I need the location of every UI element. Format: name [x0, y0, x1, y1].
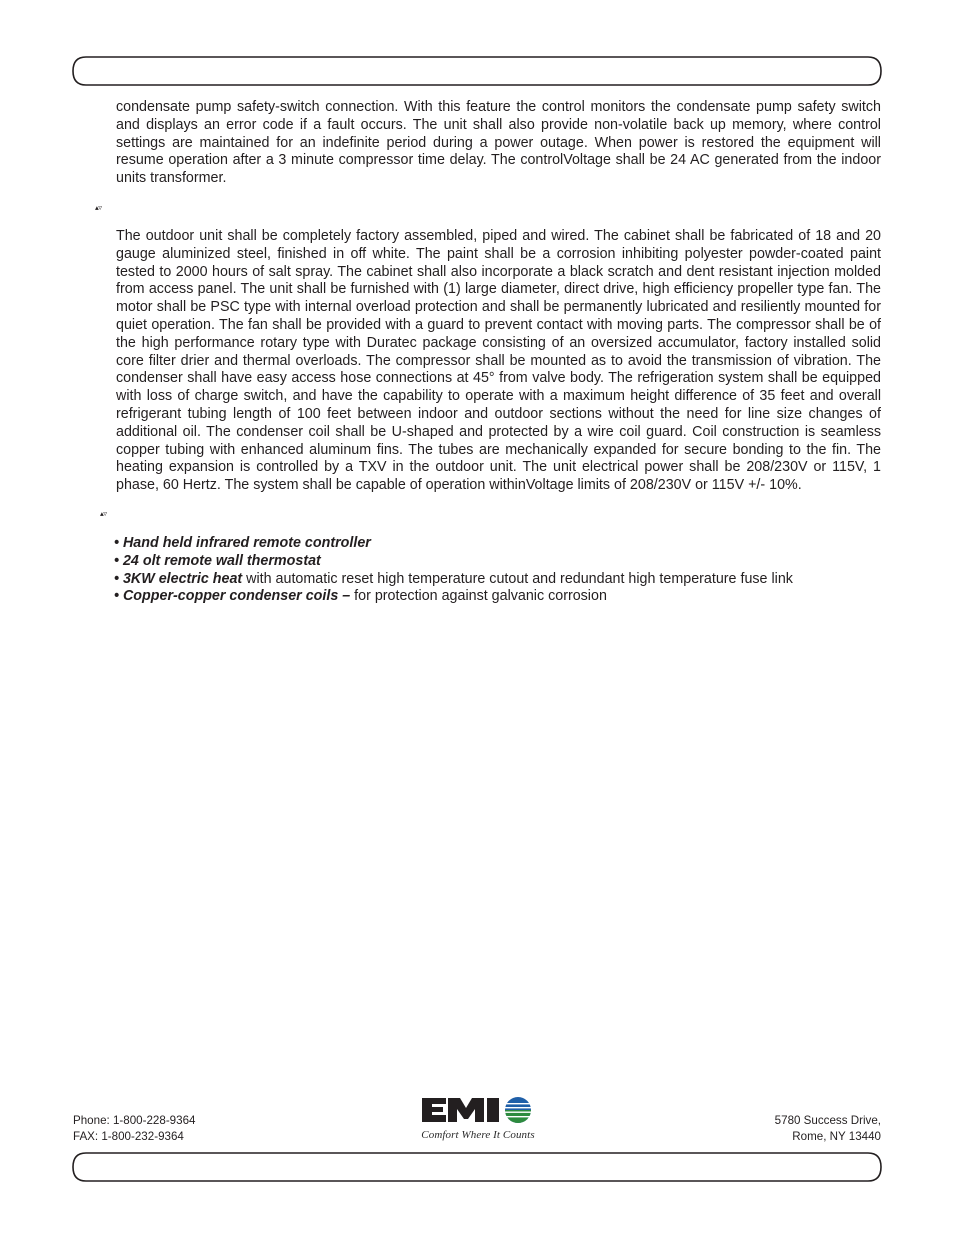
header-banner	[72, 56, 882, 86]
phone-number: Phone: 1-800-228-9364	[73, 1114, 196, 1127]
section-marker: ▴▿	[100, 509, 107, 518]
option-name: • Hand held infrared remote controller	[114, 535, 371, 551]
list-item	[114, 588, 884, 606]
list-item	[114, 535, 884, 553]
section-marker: ▴▿	[95, 203, 102, 212]
contact-info	[73, 1113, 195, 1144]
logo-tagline: Comfort Where It Counts	[421, 1129, 535, 1141]
option-name: • 3KW electric heat	[114, 570, 243, 587]
options-list	[114, 535, 884, 606]
paragraph-outdoor-unit: The outdoor unit shall be completely factory assembled, piped and wired. The cabinet shall be fabricated of 18 and 20 gauge aluminized steel, finished in off white. The paint shall be a corrosion inhibiting polyester powder-coated paint tested to 2000 hours of salt spray. The cabinet shall also incorporate a black scratch and dent resistant injection molded from access panel. The unit shall be furnished with (1) large diameter, direct drive, high efficiency propeller type fan. The motor shall be PSC type with internal overload protection and shall be permanently lubricated and resiliently mounted for quiet operation. The fan shall be provided with a guard to prevent contact with moving parts. The compressor shall be of the high performance rotary type with Duratec package consisting of an oversized accumulator, factory installed solid core filter drier and thermal overloads. The compressor shall be mounted as to avoid the transmission of vibration. The condenser shall have easy access hose connections at 45° from valve body. The refrigeration system shall be equipped with loss of charge switch, and have the capability to operate with a maximum height difference of 35 feet and overall refrigerant tubing length of 100 feet between indoor and outdoor sections without the need for line size changes of additional oil. The condenser coil shall be U-shaped and protected by a wire coil guard. Coil construction is seamless copper tubing with enhanced aluminum fins. The tubes are mechanically expanded for secure bonding to the fin. The heating expansion is controlled by a TXV in the outdoor unit. The unit electrical power shall be 208/230V or 115V, 1 phase, 60 Hertz. The system shall be capable of operation withinVoltage limits of 208/230V or 115V +/- 10%.	[116, 228, 881, 494]
list-item	[114, 553, 884, 571]
option-description: with automatic reset high temperature cutout and redundant high temperature fuse link	[242, 570, 793, 587]
list-item	[114, 571, 884, 589]
option-description: for protection against galvanic corrosion	[350, 588, 607, 605]
fax-number: FAX: 1-800-232-9364	[73, 1129, 184, 1143]
footer-banner	[72, 1152, 882, 1182]
option-name: • Copper-copper condenser coils –	[114, 588, 351, 605]
option-name: • 24 olt remote wall thermostat	[114, 552, 321, 569]
emi-logo	[410, 1094, 544, 1142]
address-line-2: Rome, NY 13440	[792, 1129, 881, 1143]
address	[660, 1113, 881, 1144]
address-line-1: 5780 Success Drive,	[774, 1114, 881, 1127]
paragraph-control-features: condensate pump safety-switch connection. With this feature the control monitors the condensate pump safety switch and displays an error code if a fault occurs. The unit shall also provide non-volatile back up memory, where control settings are maintained for an indefinite period during a power outage. When power is restored the equipment will resume operation after a 3 minute compressor time delay. The controlVoltage shall be 24 AC generated from the indoor units transformer.	[116, 99, 881, 187]
emi-logo-mark	[410, 1094, 544, 1130]
